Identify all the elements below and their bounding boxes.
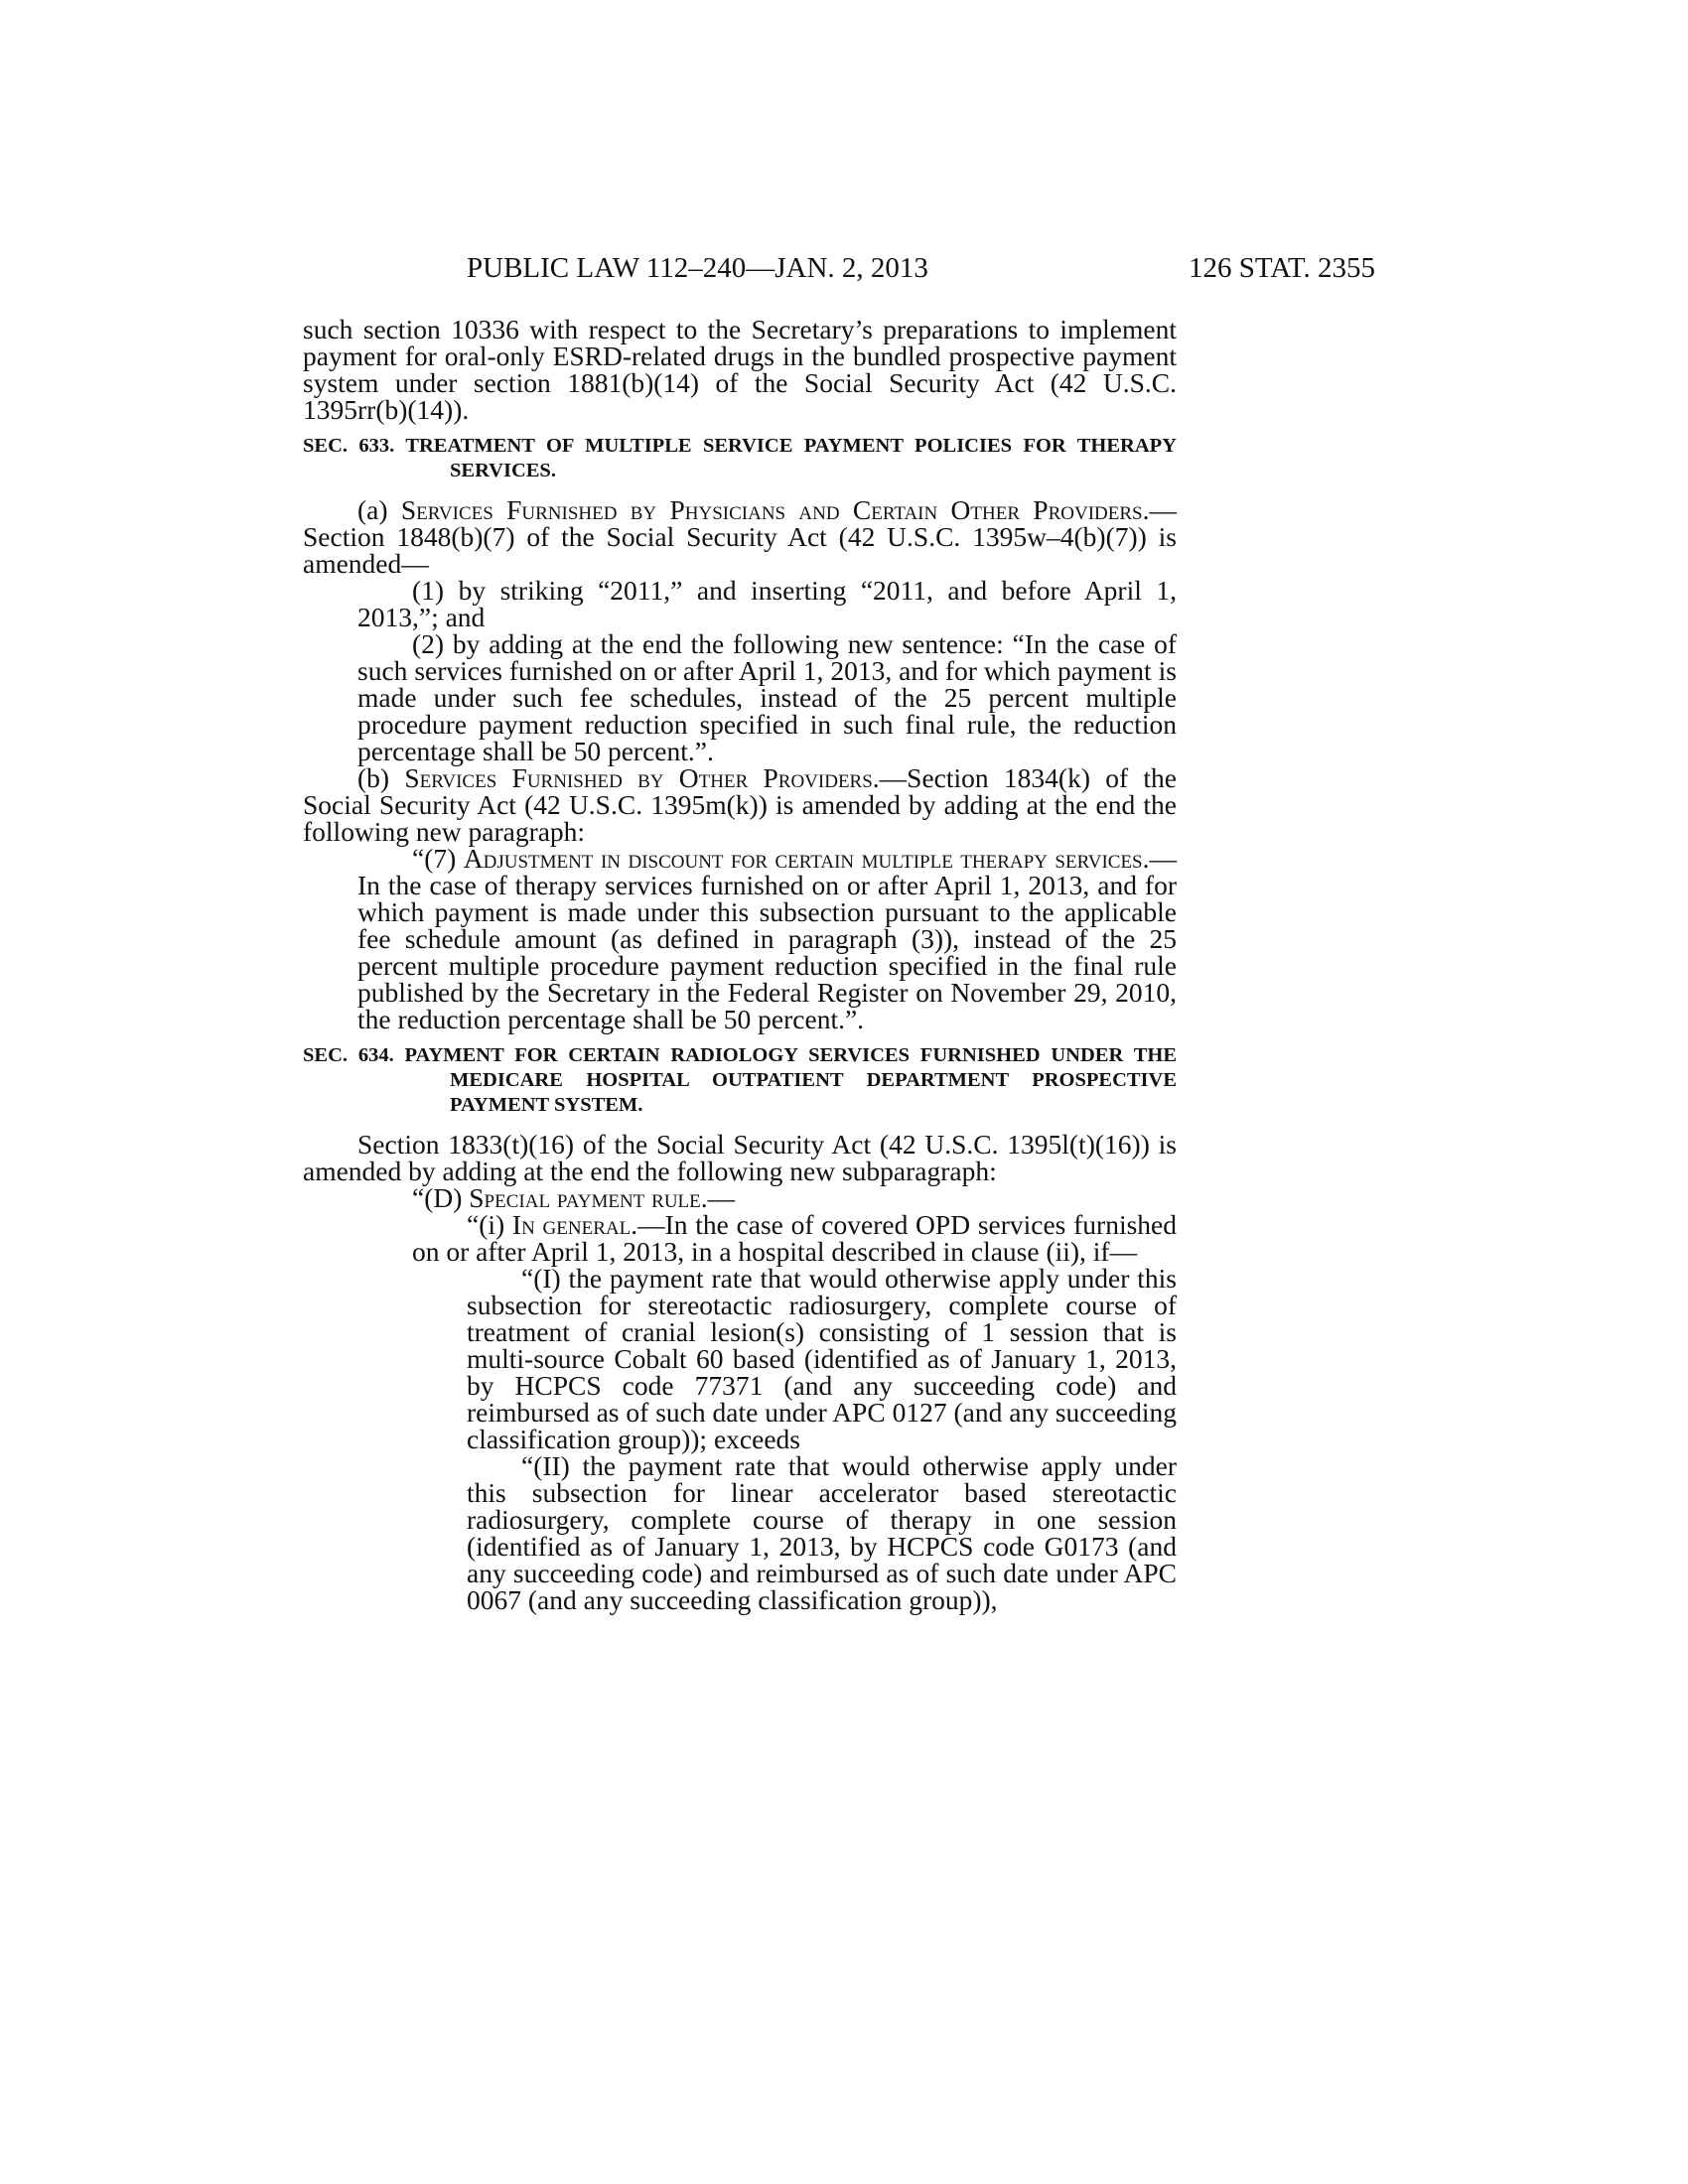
continuation-paragraph: such section 10336 with respect to the Secretary’s preparations to implement payment for oral-only ESRD-related drugs in the bundled prospective payment system under section 1881(b)(14) of the Social Security Act (42 U.S.C. 1395rr(b)(14)). — [303, 314, 1177, 425]
subparagraph-dash: — — [707, 1182, 736, 1213]
paragraph-633-a-2: (2) by adding at the end the following new sentence: “In the case of such services furnished on or after April 1, 2013, and for which payment is made under such fee schedules, instead of the 25 percent multiple procedure payment reduction specified in such final rule, the reduction percentage shall be 50 percent.”. — [357, 628, 1177, 766]
clause-label: “(i) — [467, 1209, 512, 1240]
clause-text: —In the case of covered OPD services furnished on or after April 1, 2013, in a hospital described in clause (ii), if— — [412, 1209, 1177, 1267]
paragraph-text: —In the case of therapy services furnished on or after April 1, 2013, and for which payment is made under this subsection pursuant to the applicable fee schedule amount (as defined in paragraph (3)), instead of the 25 percent multiple procedure payment reduction specified in the final rule published by the Secretary in the Federal Register on November 29, 2010, the reduction percentage shall be 50 percent.”. — [357, 843, 1177, 1034]
running-head-page-ref: 126 STAT. 2355 — [1188, 252, 1375, 284]
subclause-634-II: “(II) the payment rate that would otherwise apply under this subsection for linear accelerator based stereotactic radiosurgery, complete course of therapy in one session (identified as of January 1, 2013, by HCPCS code G0173 (and any succeeding code) and reimbursed as of such date under APC 0067 (and any succeeding classification group)), — [467, 1450, 1177, 1615]
paragraph-label: “(7) — [412, 843, 464, 874]
subsection-label: (b) — [357, 762, 405, 793]
subparagraph-caption: Special payment rule. — [469, 1182, 708, 1213]
subclause-634-I: “(I) the payment rate that would otherwise apply under this subsection for stereotactic radiosurgery, complete course of treatment of cranial lesion(s) consisting of 1 session that is multi-source Cobalt 60 based (identified as of January 1, 2013, by HCPCS code 77371 (and any succeeding code) and reimbursed as of such date under APC 0127 (and any succeeding classification group)); exceeds — [467, 1263, 1177, 1454]
subparagraph-634-D — [357, 1184, 1177, 1211]
subsection-text: —Section 1848(b)(7) of the Social Security Act (42 U.S.C. 1395w–4(b)(7)) is amended— — [303, 494, 1177, 579]
clause-634-i — [412, 1211, 1177, 1265]
section-634-heading: SEC. 634. PAYMENT FOR CERTAIN RADIOLOGY SERVICES FURNISHED UNDER THE MEDICARE HOSPITAL OUTPATIENT DEPARTMENT PROSPECTIVE PAYMENT SYSTEM. — [303, 1044, 1177, 1116]
subparagraph-label: “(D) — [412, 1182, 470, 1213]
running-head-title: PUBLIC LAW 112–240—JAN. 2, 2013 — [467, 252, 928, 284]
subsection-caption: Services Furnished by Other Providers. — [404, 762, 880, 793]
subsection-633-a — [303, 496, 1177, 577]
subsection-label: (a) — [357, 494, 401, 525]
document-body — [303, 316, 1177, 1613]
section-633-heading: SEC. 633. TREATMENT OF MULTIPLE SERVICE PAYMENT POLICIES FOR THERAPY SERVICES. — [303, 435, 1177, 481]
paragraph-633-b-7 — [357, 845, 1177, 1032]
subsection-caption: Services Furnished by Physicians and Certain Other Providers. — [400, 494, 1150, 525]
paragraph-633-a-1: (1) by striking “2011,” and inserting “2011, and before April 1, 2013,”; and — [357, 575, 1177, 632]
subsection-text: —Section 1834(k) of the Social Security Act (42 U.S.C. 1395m(k)) is amended by adding at the end the following new paragraph: — [303, 762, 1177, 847]
running-head — [303, 248, 1375, 288]
section-634-intro: Section 1833(t)(16) of the Social Security Act (42 U.S.C. 1395l(t)(16)) is amended by adding at the end the following new subparagraph: — [303, 1129, 1177, 1186]
paragraph-caption: Adjustment in discount for certain multiple therapy services. — [463, 843, 1150, 874]
clause-caption: In general. — [511, 1209, 638, 1240]
subsection-633-b — [303, 764, 1177, 845]
